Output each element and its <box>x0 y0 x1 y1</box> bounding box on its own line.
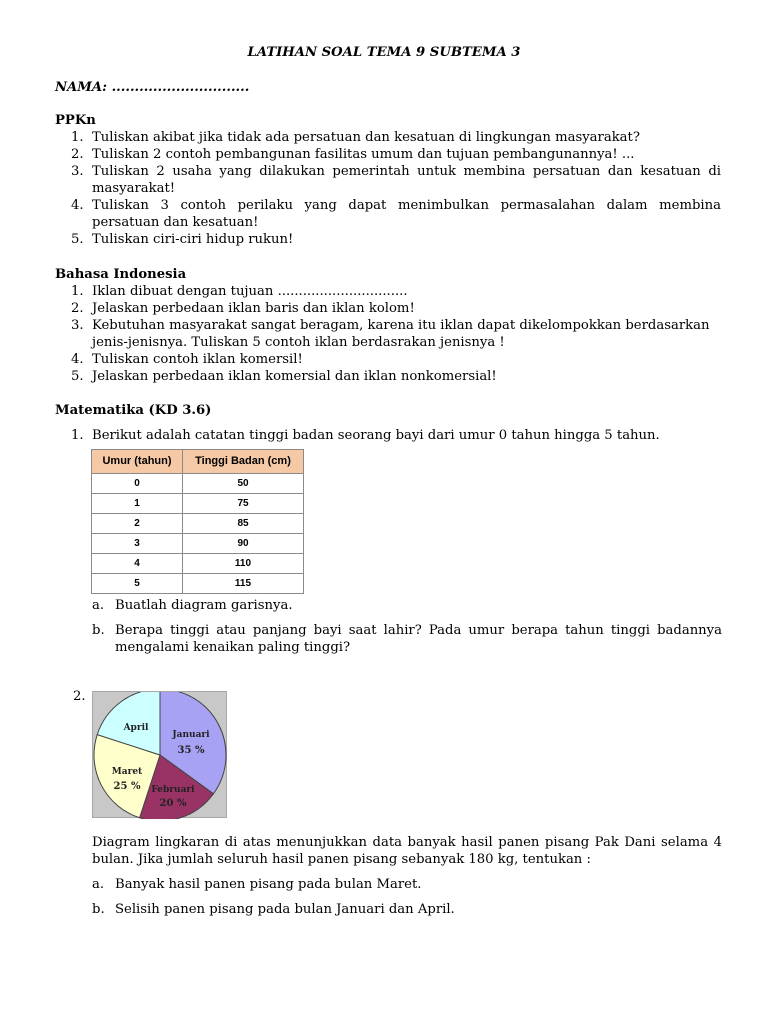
ppkn-question-list <box>55 129 721 248</box>
question-text: Jelaskan perbedaan iklan baris dan iklan kolom! <box>92 301 415 316</box>
question-text: Tuliskan 3 contoh perilaku yang dapat menimbulkan permasalahan dalam membina persatuan dan kesatuan! <box>92 198 721 230</box>
question-text: Iklan dibuat dengan tujuan ............................... <box>92 284 408 299</box>
table-cell: 50 <box>183 474 304 494</box>
list-item <box>55 231 721 248</box>
table-row <box>92 534 304 554</box>
question-1-subitems <box>92 597 722 656</box>
table-cell: 110 <box>183 554 304 574</box>
pie-label-januari: Januari <box>172 730 210 740</box>
pie-value-maret: 25 % <box>113 781 141 792</box>
section-heading-matematika: Matematika (KD 3.6) <box>55 403 212 418</box>
list-item <box>55 129 721 146</box>
table-cell: 85 <box>183 514 304 534</box>
table-row <box>92 514 304 534</box>
question-text: Tuliskan akibat jika tidak ada persatuan dan kesatuan di lingkungan masyarakat? <box>92 130 640 145</box>
question-text: Kebutuhan masyarakat sangat beragam, karena itu iklan dapat dikelompokkan berdasarkan jenis-jenisnya. Tuliskan 5 contoh iklan berdasrakan jenisnya ! <box>92 318 710 350</box>
list-item <box>92 622 722 656</box>
table-row <box>92 574 304 594</box>
pie-value-januari: 35 % <box>177 745 205 756</box>
question-number: 4. <box>71 352 84 367</box>
pie-value-februari: 20 % <box>159 798 187 809</box>
question-text: Tuliskan contoh iklan komersil! <box>92 352 303 367</box>
question-text: Tuliskan 2 usaha yang dilakukan pemerintah untuk membina persatuan dan kesatuan di masyarakat! <box>92 164 721 196</box>
table-cell: 75 <box>183 494 304 514</box>
question-text: Tuliskan ciri-ciri hidup rukun! <box>92 232 294 247</box>
question-2-body <box>92 834 722 918</box>
list-item <box>55 351 721 368</box>
table-header-umur: Umur (tahun) <box>92 450 183 474</box>
pie-chart-svg <box>93 692 228 819</box>
table-cell: 5 <box>92 574 183 594</box>
sub-letter: a. <box>92 598 105 613</box>
sub-text: Buatlah diagram garisnya. <box>115 598 293 613</box>
pie-label-april: April <box>123 723 149 733</box>
question-number: 5. <box>71 232 84 247</box>
sub-letter: b. <box>92 623 105 638</box>
table-header-tinggi: Tinggi Badan (cm) <box>183 450 304 474</box>
list-item <box>55 368 721 385</box>
pie-label-maret: Maret <box>111 767 143 777</box>
question-number: 3. <box>71 318 84 333</box>
question-text: Tuliskan 2 contoh pembangunan fasilitas umum dan tujuan pembangunannya! ... <box>92 147 635 162</box>
question-number: 1. <box>71 130 84 145</box>
question-number: 1. <box>71 284 84 299</box>
question-number: 4. <box>71 198 84 213</box>
sub-text: Banyak hasil panen pisang pada bulan Maret. <box>115 877 422 892</box>
name-field-label: NAMA: .............................. <box>55 80 250 95</box>
sub-letter: a. <box>92 877 105 892</box>
table-cell: 115 <box>183 574 304 594</box>
section-heading-ppkn: PPKn <box>55 113 96 128</box>
sub-letter: b. <box>92 902 105 917</box>
table-cell: 3 <box>92 534 183 554</box>
pie-label-februari: Februari <box>151 785 195 795</box>
table-row <box>92 554 304 574</box>
table-row <box>92 494 304 514</box>
list-item <box>55 197 721 231</box>
list-item <box>55 300 721 317</box>
list-item <box>92 876 722 893</box>
list-item <box>55 317 721 351</box>
question-number: 2. <box>71 147 84 162</box>
sub-text: Selisih panen pisang pada bulan Januari dan April. <box>115 902 455 917</box>
table-cell: 0 <box>92 474 183 494</box>
sub-text: Berapa tinggi atau panjang bayi saat lahir? Pada umur berapa tahun tinggi badannya mengalami kenaikan paling tinggi? <box>115 623 722 655</box>
table-cell: 2 <box>92 514 183 534</box>
question-number: 1. <box>71 428 84 443</box>
list-item <box>55 146 721 163</box>
table-cell: 4 <box>92 554 183 574</box>
question-number: 2. <box>73 689 86 704</box>
list-item <box>92 597 722 614</box>
matematika-question-1 <box>55 427 721 444</box>
question-number: 3. <box>71 164 84 179</box>
list-item <box>55 163 721 197</box>
height-table <box>91 449 304 594</box>
section-heading-bahasa: Bahasa Indonesia <box>55 267 187 282</box>
list-item <box>55 427 721 444</box>
pie-chart <box>92 691 227 818</box>
question-number: 5. <box>71 369 84 384</box>
question-text: Jelaskan perbedaan iklan komersial dan iklan nonkomersial! <box>92 369 497 384</box>
question-text: Diagram lingkaran di atas menunjukkan data banyak hasil panen pisang Pak Dani selama 4 bulan. Jika jumlah seluruh hasil panen pisang sebanyak 180 kg, tentukan : <box>92 835 722 867</box>
question-number: 2. <box>71 301 84 316</box>
table-header-row <box>92 450 304 474</box>
table-cell: 1 <box>92 494 183 514</box>
list-item <box>55 283 721 300</box>
bahasa-question-list <box>55 283 721 385</box>
question-text: Berikut adalah catatan tinggi badan seorang bayi dari umur 0 tahun hingga 5 tahun. <box>92 428 660 443</box>
page-title: LATIHAN SOAL TEMA 9 SUBTEMA 3 <box>247 45 521 60</box>
table-row <box>92 474 304 494</box>
list-item <box>92 901 722 918</box>
table-cell: 90 <box>183 534 304 554</box>
